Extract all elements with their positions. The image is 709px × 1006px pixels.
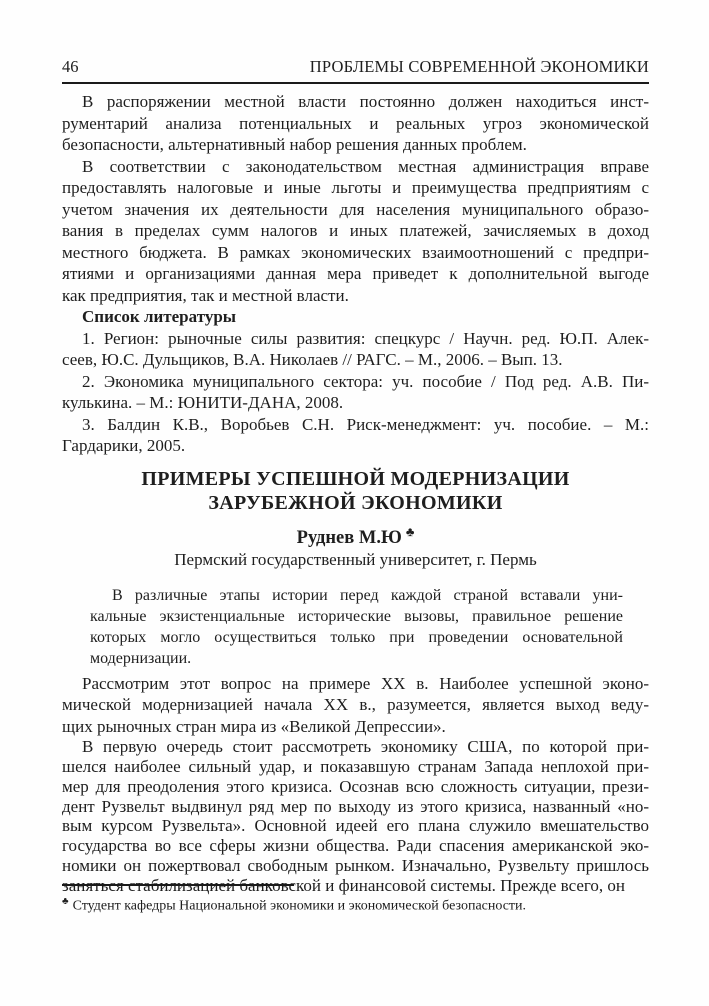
footnote-mark: ♣ — [62, 896, 69, 907]
bibliography-heading: Список литературы — [82, 307, 237, 326]
footnote-text: Студент кафедры Национальной экономики и экономической безопасности. — [72, 898, 527, 914]
page-content — [62, 0, 649, 896]
footnote-block — [62, 884, 649, 916]
paragraph-modernization-intro: Рассмотрим этот вопрос на примере XX в. Наиболее успешной эконо- мической модернизацией начала XX в., разумеется, является выход веду- щих рыночных стран мира из «Великой Депрессии». — [62, 673, 649, 736]
author-name: Руднев М.Ю — [296, 527, 402, 548]
bibliography-item-1: 1. Регион: рыночные силы развития: спецкурс / Научн. ред. Ю.П. Алек- сеев, Ю.С. Дульщиков, В.А. Николаев // РАГС. – М., 2006. – Вып. 13. — [62, 328, 649, 369]
paragraph-usa-roosevelt: В первую очередь стоит рассмотреть экономику США, по которой при- шелся наиболее сильный удар, и показавшую странам Запада неплохой при- мер для преодоления этого кризиса. Осознав всю сложность ситуации, прези- дент Рузвельт выдвинул ряд мер по выходу из этого кризиса, названный «но- вым курсом Рузвельта». Основной идеей его плана служило вмешательство государства во все сферы жизни общества. Ради спасения американской эко- номики он пожертвовал свободным рынком. Изначально, Рузвельту пришлось заняться стабилизацией банковской и финансовой системы. Прежде всего, он — [62, 737, 649, 895]
author-footnote-mark: ♣ — [405, 523, 415, 539]
paragraph-instruments: В распоряжении местной власти постоянно должен находиться инст- рументарий анализа потенциальных и реальных угроз экономической безопасности, альтернативный набор решения данных проблем. — [62, 92, 649, 154]
article-title: ПРИМЕРЫ УСПЕШНОЙ МОДЕРНИЗАЦИИ ЗАРУБЕЖНОЙ ЭКОНОМИКИ — [141, 467, 570, 514]
bibliography-item-2: 2. Экономика муниципального сектора: уч. пособие / Под ред. А.В. Пи- кулькина. – М.: ЮНИТИ-ДАНА, 2008. — [62, 371, 649, 412]
journal-title: ПРОБЛЕМЫ СОВРЕМЕННОЙ ЭКОНОМИКИ — [309, 57, 649, 76]
author-line — [62, 521, 649, 549]
running-head — [62, 0, 649, 84]
bibliography-item-3: 3. Балдин К.В., Воробьев С.Н. Риск-менеджмент: уч. пособие. – М.: Гардарики, 2005. — [62, 414, 649, 455]
article-abstract: В различные этапы истории перед каждой страной вставали уни- кальные экзистенциальные исторические вызовы, правильное решение которых могло осуществиться только при проведении основательной модернизации. — [90, 586, 623, 667]
page-number: 46 — [62, 57, 79, 76]
paragraph-legislation: В соответствии с законодательством местная администрация вправе предоставлять налоговые и иные льготы и преимущества предприятиям с учетом значения их деятельности для населения муниципального образо- вания в пределах сумм налогов и иных платежей, зачисляемых в доход местного бюджета. В рамках экономических взаимоотношений с предпри- ятиями и организациями данная мера приведет к дополнительной выгоде как предприятия, так и местной власти. — [62, 156, 649, 305]
footnote-text-line — [62, 886, 649, 916]
author-affiliation: Пермский государственный университет, г. Пермь — [174, 549, 537, 569]
